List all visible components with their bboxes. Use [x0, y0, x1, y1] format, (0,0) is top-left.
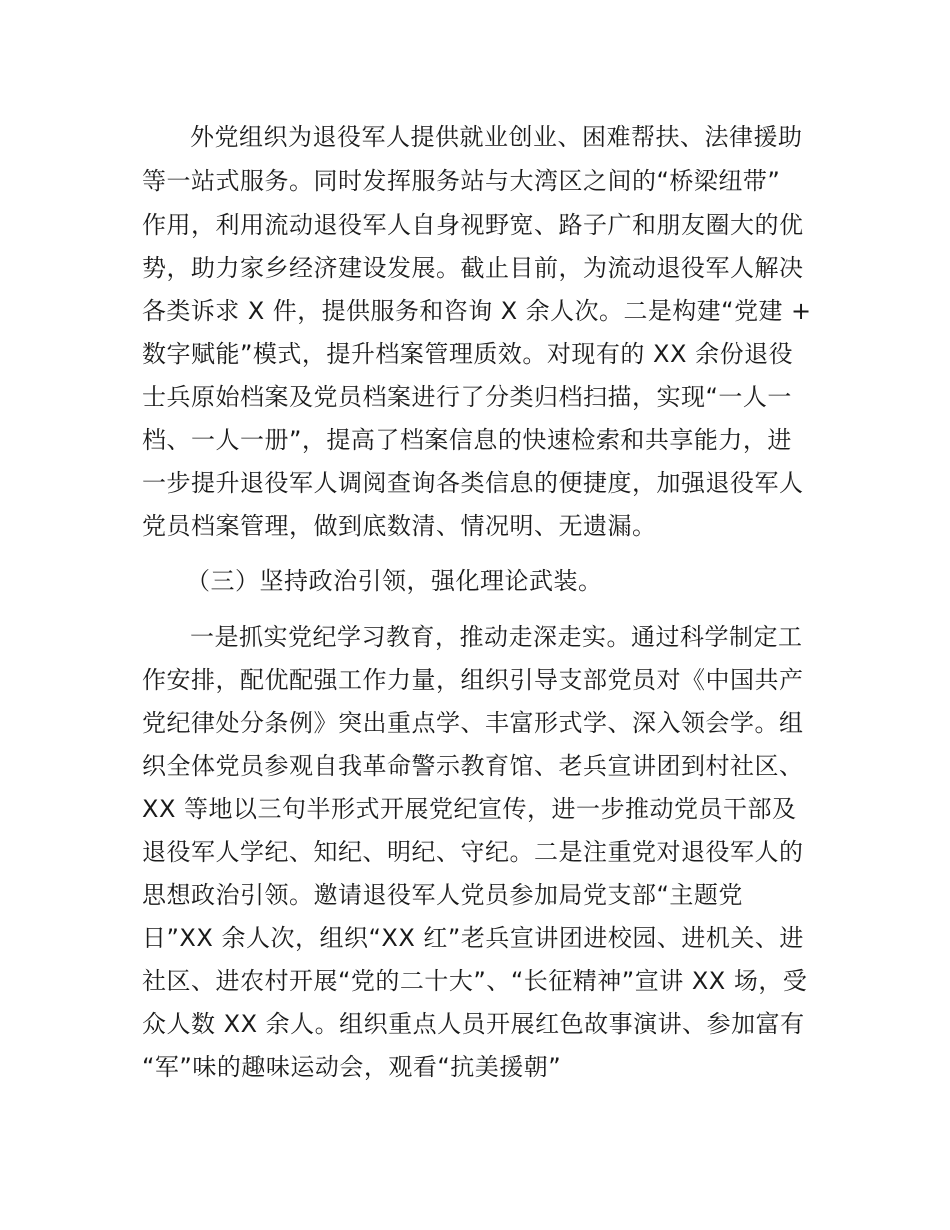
text-line-21: 众人数 XX 余人。组织重点人员开展红色故事演讲、参加富有 — [142, 1010, 805, 1038]
text-line-16: XX 等地以三句半形式开展党纪宣传，进一步推动党员干部及 — [142, 795, 797, 823]
text-line-13: 作安排，配优配强工作力量，组织引导支部党员对《中国共产 — [142, 666, 804, 694]
text-line-3: 作用，利用流动退役军人自身视野宽、路子广和朋友圈大的优 — [142, 211, 804, 239]
text-line-18: 思想政治引领。邀请退役军人党员参加局党支部“主题党 — [142, 881, 743, 909]
text-line-14: 党纪律处分条例》突出重点学、丰富形式学、深入领会学。组 — [142, 709, 804, 737]
text-line-8: 档、一人一册”，提高了档案信息的快速检索和共享能力，进 — [142, 426, 792, 454]
text-line-17: 退役军人学纪、知纪、明纪、守纪。二是注重党对退役军人的 — [142, 838, 804, 866]
text-line-6: 数字赋能”模式，提升档案管理质效。对现有的 XX 余份退役 — [142, 340, 794, 368]
text-line-20: 社区、进农村开展“党的二十大”、“长征精神”宣讲 XX 场，受 — [142, 967, 808, 995]
text-line-1: 外党组织为退役军人提供就业创业、困难帮扶、法律援助 — [190, 123, 803, 151]
text-line-19: 日”XX 余人次，组织“XX 红”老兵宣讲团进校园、进机关、进 — [142, 924, 804, 952]
text-line-12: 一是抓实党纪学习教育，推动走深走实。通过科学制定工 — [190, 623, 803, 651]
text-line-2: 等一站式服务。同时发挥服务站与大湾区之间的“桥梁纽带” — [142, 167, 781, 195]
section-heading: （三）坚持政治引领，强化理论武装。 — [186, 567, 603, 595]
text-line-4: 势，助力家乡经济建设发展。截止目前，为流动退役军人解决 — [142, 254, 804, 282]
text-line-9: 一步提升退役军人调阅查询各类信息的便捷度，加强退役军人 — [142, 469, 804, 497]
text-line-10: 党员档案管理，做到底数清、情况明、无遗漏。 — [142, 512, 657, 540]
text-line-22: “军”味的趣味运动会，观看“抗美援朝” — [142, 1053, 562, 1081]
text-line-5: 各类诉求 X 件，提供服务和咨询 X 余人次。二是构建“党建 + — [142, 297, 812, 325]
text-line-7: 士兵原始档案及党员档案进行了分类归档扫描，实现“一人一 — [142, 383, 792, 411]
text-line-15: 织全体党员参观自我革命警示教育馆、老兵宣讲团到村社区、 — [142, 752, 804, 780]
